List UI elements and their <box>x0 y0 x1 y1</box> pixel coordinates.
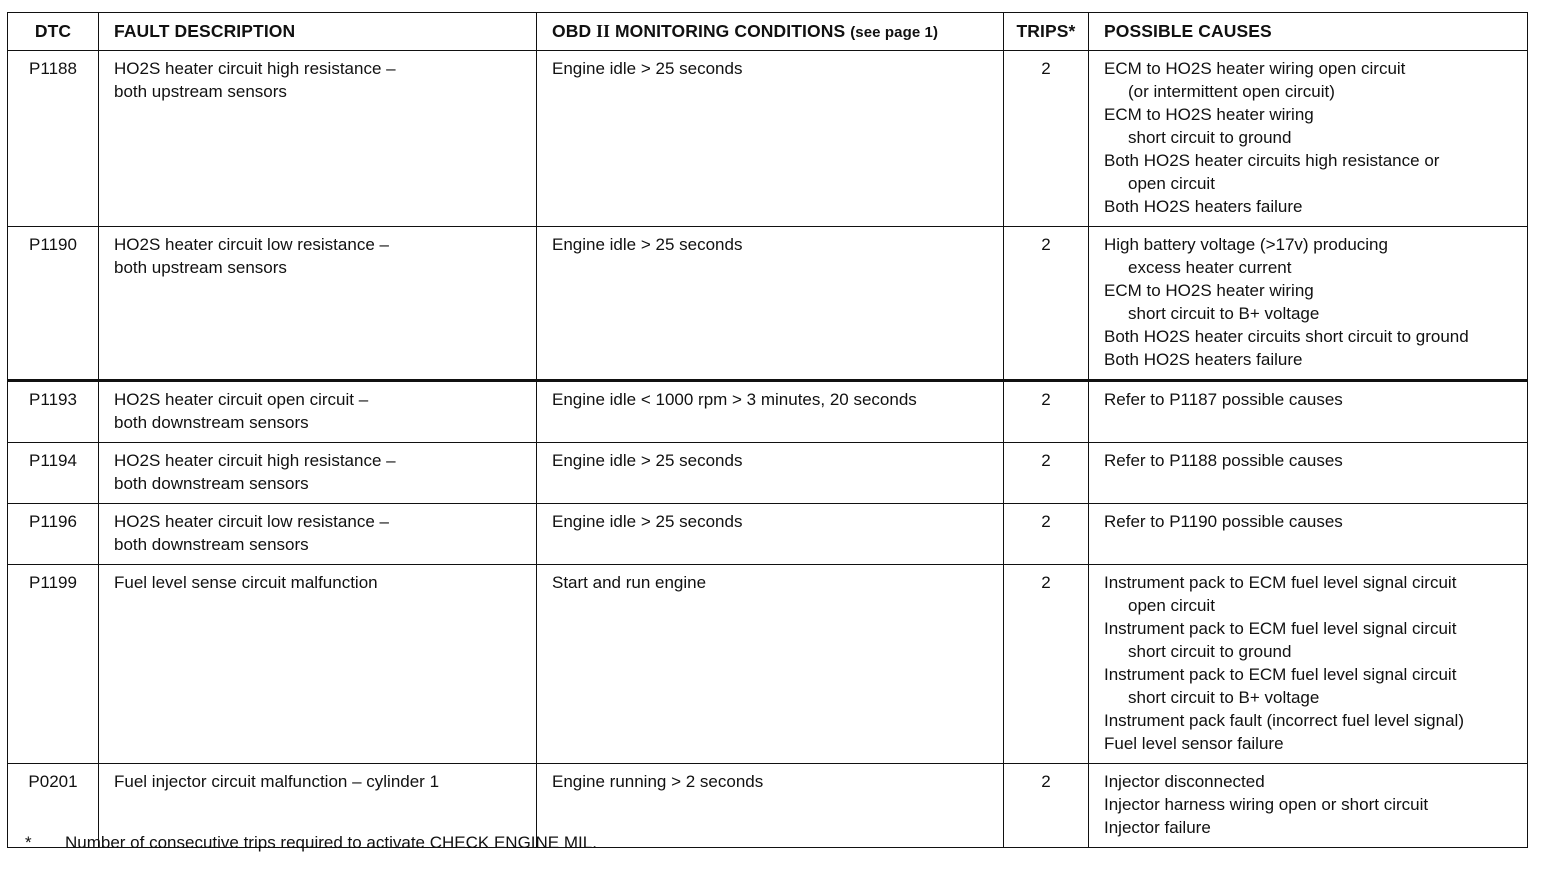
trips-count: 2 <box>1004 565 1089 764</box>
table-body <box>8 51 1528 848</box>
fault-line: both downstream sensors <box>114 474 309 493</box>
fault-line: both downstream sensors <box>114 535 309 554</box>
trips-count: 2 <box>1004 51 1089 227</box>
dtc-code: P1193 <box>8 381 99 443</box>
table-row <box>8 504 1528 565</box>
fault-description <box>99 227 537 381</box>
fault-description <box>99 565 537 764</box>
fault-line: Fuel injector circuit malfunction – cylinder 1 <box>114 772 440 791</box>
cause-line: Fuel level sensor failure <box>1104 734 1284 753</box>
fault-line: both downstream sensors <box>114 413 309 432</box>
cause-line: Instrument pack to ECM fuel level signal circuit <box>1104 573 1457 592</box>
table-row <box>8 443 1528 504</box>
fault-line: HO2S heater circuit low resistance – <box>114 235 389 254</box>
trips-count: 2 <box>1004 381 1089 443</box>
header-possible-causes: POSSIBLE CAUSES <box>1089 13 1528 51</box>
possible-causes <box>1089 764 1528 848</box>
fault-description <box>99 51 537 227</box>
dtc-code: P1188 <box>8 51 99 227</box>
monitoring-condition: Engine idle > 25 seconds <box>537 443 1004 504</box>
monitoring-condition: Engine idle < 1000 rpm > 3 minutes, 20 seconds <box>537 381 1004 443</box>
possible-causes <box>1089 504 1528 565</box>
header-monitoring-conditions <box>537 13 1004 51</box>
cause-continuation: short circuit to B+ voltage <box>1128 304 1320 323</box>
possible-causes <box>1089 443 1528 504</box>
cause-continuation: short circuit to ground <box>1128 128 1292 147</box>
cause-continuation: open circuit <box>1128 174 1215 193</box>
dtc-table <box>7 12 1528 848</box>
table-row <box>8 227 1528 381</box>
cause-line: Refer to P1187 possible causes <box>1104 390 1343 409</box>
fault-line: HO2S heater circuit low resistance – <box>114 512 389 531</box>
monitoring-condition: Start and run engine <box>537 565 1004 764</box>
possible-causes <box>1089 51 1528 227</box>
cause-line: Refer to P1190 possible causes <box>1104 512 1343 531</box>
cause-line: ECM to HO2S heater wiring <box>1104 105 1314 124</box>
fault-line: HO2S heater circuit high resistance – <box>114 59 396 78</box>
cause-line: Instrument pack to ECM fuel level signal circuit <box>1104 665 1457 684</box>
fault-description <box>99 443 537 504</box>
trips-count: 2 <box>1004 504 1089 565</box>
footnote <box>25 832 597 854</box>
table-row <box>8 381 1528 443</box>
table-row <box>8 51 1528 227</box>
fault-line: HO2S heater circuit high resistance – <box>114 451 396 470</box>
dtc-code: P1199 <box>8 565 99 764</box>
header-obd-note: (see page 1) <box>850 23 939 41</box>
header-trips: TRIPS* <box>1004 13 1089 51</box>
possible-causes <box>1089 565 1528 764</box>
trips-count: 2 <box>1004 764 1089 848</box>
monitoring-condition: Engine idle > 25 seconds <box>537 227 1004 381</box>
header-obd-suffix: MONITORING CONDITIONS <box>614 20 846 41</box>
header-row <box>8 13 1528 51</box>
trips-count: 2 <box>1004 443 1089 504</box>
header-obd-roman: II <box>596 20 610 41</box>
cause-line: Instrument pack to ECM fuel level signal circuit <box>1104 619 1457 638</box>
cause-line: Injector disconnected <box>1104 772 1265 791</box>
trips-count: 2 <box>1004 227 1089 381</box>
cause-line: ECM to HO2S heater wiring open circuit <box>1104 59 1406 78</box>
cause-continuation: excess heater current <box>1128 258 1292 277</box>
footnote-text: Number of consecutive trips required to activate CHECK ENGINE MIL. <box>65 833 597 852</box>
cause-line: Injector harness wiring open or short circuit <box>1104 795 1429 814</box>
dtc-code: P1196 <box>8 504 99 565</box>
fault-description <box>99 504 537 565</box>
fault-line: both upstream sensors <box>114 82 287 101</box>
header-fault-description: FAULT DESCRIPTION <box>99 13 537 51</box>
cause-line: Both HO2S heaters failure <box>1104 350 1303 369</box>
header-obd-prefix: OBD <box>552 20 592 41</box>
possible-causes <box>1089 227 1528 381</box>
cause-line: Refer to P1188 possible causes <box>1104 451 1343 470</box>
possible-causes <box>1089 381 1528 443</box>
header-dtc: DTC <box>8 13 99 51</box>
table-row <box>8 565 1528 764</box>
fault-line: both upstream sensors <box>114 258 287 277</box>
footnote-mark: * <box>25 833 32 852</box>
monitoring-condition: Engine idle > 25 seconds <box>537 51 1004 227</box>
dtc-code: P1190 <box>8 227 99 381</box>
cause-continuation: short circuit to ground <box>1128 642 1292 661</box>
cause-continuation: open circuit <box>1128 596 1215 615</box>
dtc-code: P1194 <box>8 443 99 504</box>
cause-continuation: short circuit to B+ voltage <box>1128 688 1320 707</box>
cause-line: Both HO2S heater circuits short circuit to ground <box>1104 327 1469 346</box>
cause-line: Both HO2S heaters failure <box>1104 197 1303 216</box>
cause-line: Both HO2S heater circuits high resistance or <box>1104 151 1440 170</box>
cause-continuation: (or intermittent open circuit) <box>1128 82 1335 101</box>
cause-line: Injector failure <box>1104 818 1211 837</box>
fault-description <box>99 381 537 443</box>
cause-line: ECM to HO2S heater wiring <box>1104 281 1314 300</box>
cause-line: High battery voltage (>17v) producing <box>1104 235 1388 254</box>
fault-line: Fuel level sense circuit malfunction <box>114 573 378 592</box>
monitoring-condition: Engine running > 2 seconds <box>537 764 1004 848</box>
monitoring-condition: Engine idle > 25 seconds <box>537 504 1004 565</box>
fault-line: HO2S heater circuit open circuit – <box>114 390 369 409</box>
cause-line: Instrument pack fault (incorrect fuel level signal) <box>1104 711 1464 730</box>
dtc-code: P0201 <box>8 764 99 848</box>
